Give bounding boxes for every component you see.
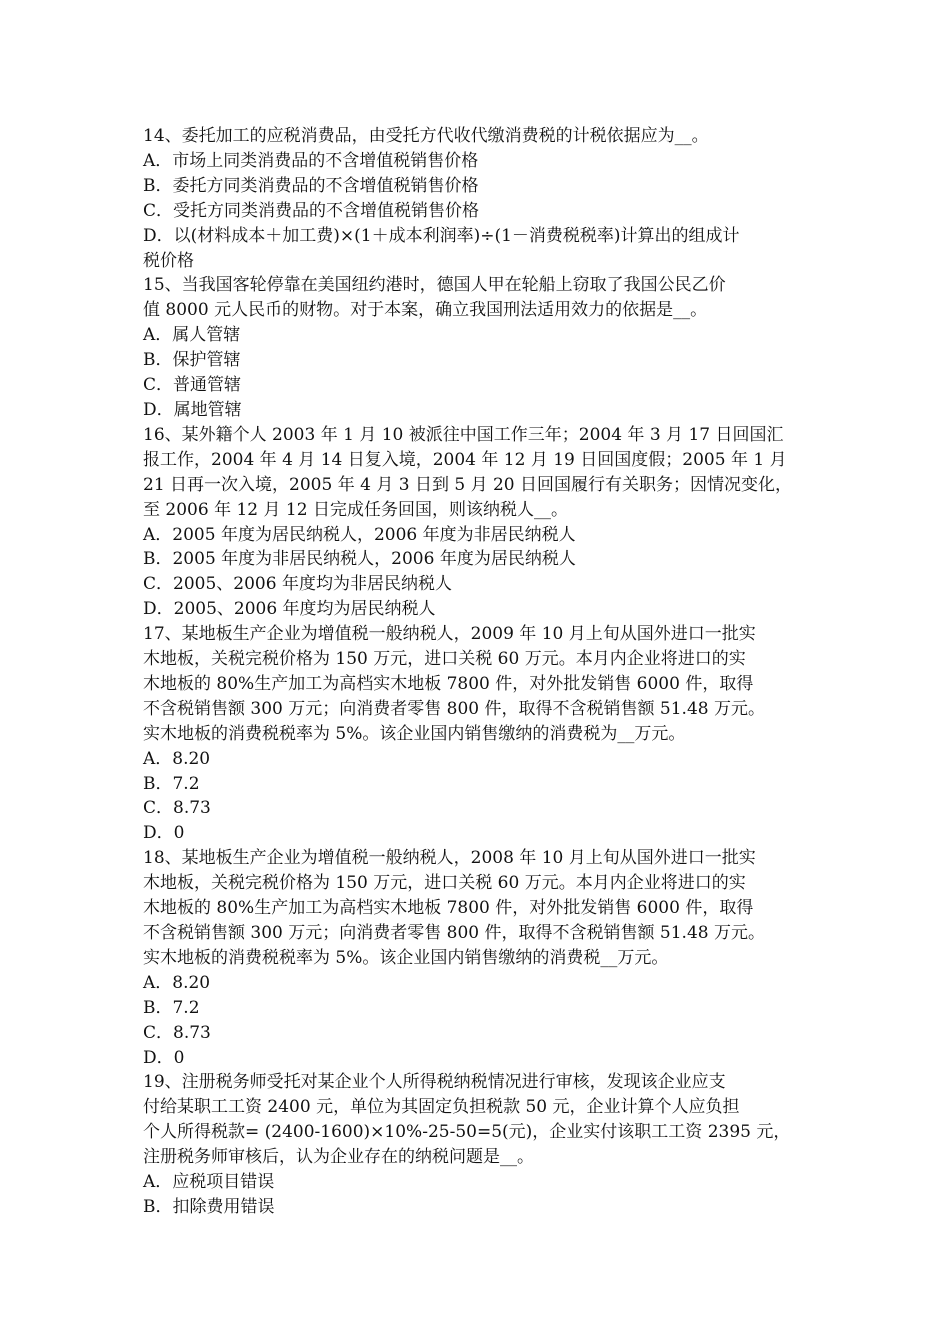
question-17-option-a: A．8.20 <box>143 748 211 769</box>
question-15 <box>143 273 811 422</box>
question-19-stem-line-1: 19、注册税务师受托对某企业个人所得税纳税情况进行审核，发现该企业应支 <box>143 1072 726 1093</box>
question-16-option-b: B．2005 年度为非居民纳税人，2006 年度为居民纳税人 <box>143 549 576 570</box>
question-18-option-d: D．0 <box>143 1047 185 1068</box>
question-17-stem-line-4: 不含税销售额 300 万元；向消费者零售 800 件，取得不含税销售额 51.48 万元。 <box>143 698 765 719</box>
question-16-stem-line-2: 报工作，2004 年 4 月 14 日复入境，2004 年 12 月 19 日回国度假；2005 年 1 月 <box>143 449 787 470</box>
question-14-option-d-line-1: D．以(材料成本＋加工费)×(1＋成本利润率)÷(1－消费税税率)计算出的组成计 <box>143 225 740 246</box>
question-15-option-a: A．属人管辖 <box>143 325 241 346</box>
question-16-option-c: C．2005、2006 年度均为非居民纳税人 <box>143 574 452 595</box>
question-17 <box>143 622 811 846</box>
question-14-option-d-line-2: 税价格 <box>143 250 194 271</box>
question-18-stem-line-2: 木地板，关税完税价格为 150 万元，进口关税 60 万元。本月内企业将进口的实 <box>143 873 746 894</box>
question-18-stem-line-5: 实木地板的消费税税率为 5%。该企业国内销售缴纳的消费税__万元。 <box>143 947 669 968</box>
question-17-stem-line-1: 17、某地板生产企业为增值税一般纳税人，2009 年 10 月上旬从国外进口一批实 <box>143 624 756 645</box>
question-14-option-a: A．市场上同类消费品的不含增值税销售价格 <box>143 150 479 171</box>
question-15-option-b: B．保护管辖 <box>143 350 241 371</box>
question-18-stem-line-3: 木地板的 80%生产加工为高档实木地板 7800 件，对外批发销售 6000 件，取得 <box>143 898 754 919</box>
question-19 <box>143 1070 811 1219</box>
question-17-option-d: D．0 <box>143 823 185 844</box>
question-18 <box>143 846 811 1070</box>
question-14 <box>143 124 811 273</box>
question-16-option-a: A．2005 年度为居民纳税人，2006 年度为非居民纳税人 <box>143 524 576 545</box>
question-17-stem-line-2: 木地板，关税完税价格为 150 万元，进口关税 60 万元。本月内企业将进口的实 <box>143 649 746 670</box>
question-15-option-c: C．普通管辖 <box>143 375 242 396</box>
question-19-option-b: B．扣除费用错误 <box>143 1196 275 1217</box>
document-page <box>143 124 811 1220</box>
question-16-stem-line-4: 至 2006 年 12 月 12 日完成任务回国，则该纳税人__。 <box>143 499 568 520</box>
question-16-stem-line-3: 21 日再一次入境，2005 年 4 月 3 日到 5 月 20 日回国履行有关职务；因情况变化， <box>143 474 793 495</box>
question-17-stem-line-3: 木地板的 80%生产加工为高档实木地板 7800 件，对外批发销售 6000 件，取得 <box>143 673 754 694</box>
question-19-option-a: A．应税项目错误 <box>143 1172 275 1193</box>
question-17-option-c: C．8.73 <box>143 798 211 819</box>
question-16-option-d: D．2005、2006 年度均为居民纳税人 <box>143 599 436 620</box>
question-19-stem-line-2: 付给某职工工资 2400 元，单位为其固定负担税款 50 元，企业计算个人应负担 <box>143 1097 740 1118</box>
question-18-option-b: B．7.2 <box>143 997 200 1018</box>
question-14-option-b: B．委托方同类消费品的不含增值税销售价格 <box>143 175 479 196</box>
question-16-stem-line-1: 16、某外籍个人 2003 年 1 月 10 被派往中国工作三年；2004 年 3 月 17 日回国汇 <box>143 424 784 445</box>
question-17-option-b: B．7.2 <box>143 773 200 794</box>
question-15-stem-line-1: 15、当我国客轮停靠在美国纽约港时，德国人甲在轮船上窃取了我国公民乙价 <box>143 275 726 296</box>
question-19-stem-line-3: 个人所得税款= (2400-1600)×10%-25-50=5(元)，企业实付该职工工资 2395 元， <box>143 1122 791 1143</box>
question-18-option-c: C．8.73 <box>143 1022 211 1043</box>
question-16 <box>143 423 811 622</box>
question-18-stem-line-4: 不含税销售额 300 万元；向消费者零售 800 件，取得不含税销售额 51.48 万元。 <box>143 923 765 943</box>
question-18-stem-line-1: 18、某地板生产企业为增值税一般纳税人，2008 年 10 月上旬从国外进口一批实 <box>143 848 756 869</box>
question-17-stem-line-5: 实木地板的消费税税率为 5%。该企业国内销售缴纳的消费税为__万元。 <box>143 723 686 744</box>
question-15-stem-line-2: 值 8000 元人民币的财物。对于本案，确立我国刑法适用效力的依据是__。 <box>143 300 708 321</box>
question-14-stem-line-1: 14、委托加工的应税消费品，由受托方代收代缴消费税的计税依据应为__。 <box>143 126 709 146</box>
question-18-option-a: A．8.20 <box>143 972 211 993</box>
question-19-stem-line-4: 注册税务师审核后，认为企业存在的纳税问题是__。 <box>143 1147 534 1168</box>
question-14-option-c: C．受托方同类消费品的不含增值税销售价格 <box>143 200 480 221</box>
question-15-option-d: D．属地管辖 <box>143 399 242 420</box>
